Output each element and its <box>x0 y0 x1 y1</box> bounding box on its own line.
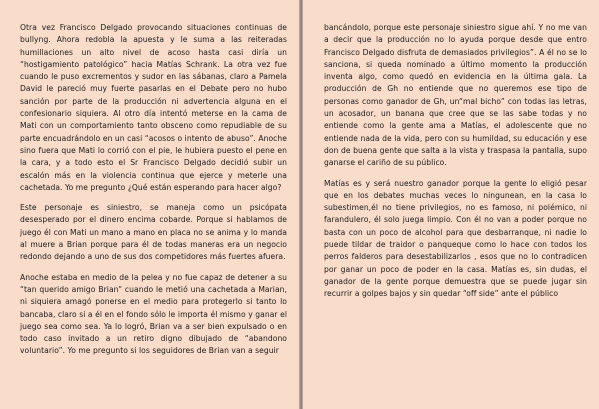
right-page <box>303 0 599 409</box>
left-page <box>0 0 299 409</box>
right-paragraph-2: Matías es y será nuestro ganador porque la gente lo eligió pesar que en los debates muchas veces lo ningunean, en la casa lo subestimen,él no tiene privilegios, no es famoso, ni polémico, ni farandulero, él solo juega limpio. Con él no van a poder porque no basta con un poco de alcohol para que desbarranque, ni nadie lo puede tildar de traidor o panqueque como lo hace con todos los perros falderos para desestabilizarlos , esos que no lo contradicen por ganar un poco de poder en la casa. Matías es, sin dudas, el ganador de la gente porque demuestra que se puede jugar sin recurrir a golpes bajos y sin quedar “off side” ante el público <box>324 178 587 299</box>
left-paragraph-1: Otra vez Francisco Delgado provocando situaciones continuas de bullyng. Ahora redobla la apuesta y le suma a las reiteradas humillaciones un alto nivel de acoso hasta casi diría un “hostigamiento patológico” hacia Matías Schrank. La otra vez fue cuando le puso excrementos y sudor en las sábanas, claro a Pamela David le pareció muy fuerte pasarlas en el Debate pero no hubo sanción por parte de la producción ni advertencia alguna en el confesionario siquiera. Al otro día intentó meterse en la cama de Mati con un comportamiento tanto obsceno como repudiable de su parte encuadrándolo en un casi “acosos o intento de abuso”. Anoche sino fuera que Mati lo corrió con el pie, le hubiera puesto el pene en la cara, y a todo esto el Sr Francisco Delgado decidió subir un escalón más en la violencia continua que ejerce y meterle una cachetada. Yo me pregunto ¿Qué están esperando para hacer algo? <box>20 23 287 192</box>
right-paragraph-1: bancándolo, porque este personaje siniestro sigue ahí. Y no me van a decir que la producción no lo ayuda porque desde que entro Francisco Delgado disfruta de demasiados privilegios”. A él no se lo sanciona, si queda nominado a último momento la producción inventa algo, como quedó en evidencia en la última gala. La producción de Gh no entiende que no queremos ese tipo de personas como ganador de Gh, un“mal bicho” con todas las letras, un acosador, un banana que cree que se las sabe todas y no entiende como la gente ama a Matías, el adolescente que no entiende nada de la vida, pero con su humildad, su educación y ese don de buena gente que salta a la vista y traspasa la pantalla, supo ganarse el cariño de su público. <box>324 23 587 168</box>
left-paragraph-3: Anoche estaba en medio de la pelea y no fue capaz de detener a su “tan querido amigo Brian” cuando le metió una cachetada a Marian, ni siquiera amagó ponerse en el medio para protegerlo si tanto lo bancaba, claro si a él en el fondo sólo le importa él mismo y ganar el juego sea como sea. Ya lo logró, Brian va a ser bien expulsado o en todo caso invitado a un retiro digno dibujado de “abandono voluntario”. Yo me pregunto si los seguidores de Brian van a seguir <box>20 272 287 356</box>
left-paragraph-2: Este personaje es siniestro, se maneja como un psicópata desesperado por el dinero encima cobarde. Porque si hablamos de juego él con Mati un mano a mano en placa no se anima y lo manda al muere a Brian porque para él de todas maneras era un negocio redondo dejando a uno de sus dos competidores más fuertes afuera. <box>20 203 287 262</box>
